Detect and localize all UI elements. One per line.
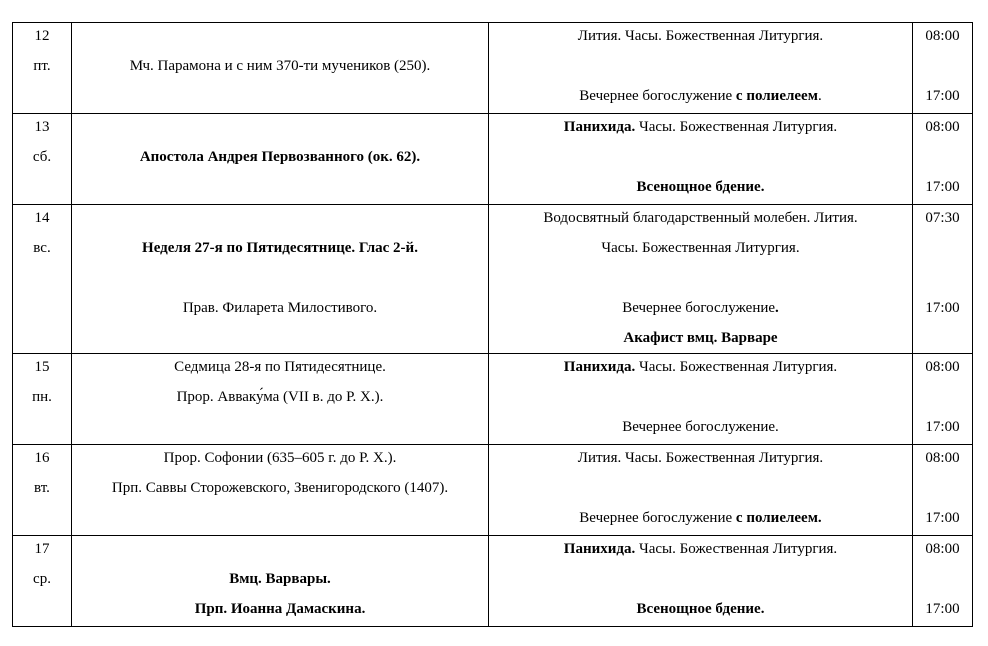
service-line [489,263,912,293]
saint-line [72,594,488,624]
service-text: Вечернее богослужение [579,88,736,104]
service-text: с полиелеем [735,88,818,104]
service-line [489,205,912,233]
saint-line [72,323,488,353]
saint-text: Прор. Софонии (635–605 г. до Р. Х.). [163,450,397,466]
service-text: Панихида. [563,359,636,375]
date-cell [13,23,72,114]
times-cell [913,205,973,354]
saint-line [72,445,488,473]
service-line [489,473,912,503]
saint-text: Мч. Парамона и с ним 370-ти мучеников (250). [129,58,431,74]
saint-line [72,293,488,323]
service-line [489,172,912,202]
date-cell [13,114,72,205]
weekday: ср. [33,571,51,587]
date-cell [13,445,72,536]
service-time [913,323,972,353]
services-cell [489,23,913,114]
weekday: сб. [32,149,52,165]
day-number: 16 [34,450,50,466]
day-number: 14 [34,210,50,226]
saint-line [72,205,488,233]
service-text: с полиелеем. [735,510,822,526]
service-text: Вечернее богослужение [622,300,776,316]
service-line [489,293,912,323]
service-text: Всенощное бдение. [636,179,765,195]
service-time [913,142,972,172]
service-time: 07:30 [925,210,960,226]
service-line [489,503,912,533]
service-time [913,473,972,503]
saint-line [72,564,488,594]
saint-line [72,382,488,412]
saint-line [72,263,488,293]
service-text: Часы. Божественная Литургия. [601,240,800,256]
weekday: пн. [32,389,52,405]
schedule-row [13,354,973,445]
saints-cell [72,354,489,445]
service-line [489,323,912,353]
service-text: Водосвятный благодарственный молебен. Лития. [543,210,858,226]
service-line [489,412,912,442]
service-line [489,23,912,51]
saint-line [72,51,488,81]
service-time [913,564,972,594]
service-line [489,382,912,412]
saint-line [72,536,488,564]
saint-text: Вмц. Варвары. [229,571,331,587]
times-cell [913,23,973,114]
times-cell [913,445,973,536]
service-text: Часы. Божественная Литургия. [635,119,838,135]
saint-text: Прор. Авваку́ма (VII в. до Р. Х.). [176,389,384,405]
service-line [489,114,912,142]
service-time [913,51,972,81]
service-text: Всенощное бдение. [636,601,765,617]
saint-line [72,23,488,51]
services-cell [489,354,913,445]
service-text: Часы. Божественная Литургия. [635,541,838,557]
saint-line [72,473,488,503]
day-number: 17 [34,541,50,557]
day-number: 15 [34,359,50,375]
service-time: 17:00 [925,88,960,104]
schedule-row [13,205,973,354]
service-text: Панихида. [563,119,636,135]
saint-line [72,142,488,172]
service-text: Вечернее богослужение. [622,419,779,435]
service-time: 08:00 [925,119,960,135]
service-time: 08:00 [925,450,960,466]
saint-text: Седмица 28-я по Пятидесятнице. [174,359,386,375]
weekday: вт. [34,480,50,496]
schedule-row [13,445,973,536]
service-text: Лития. Часы. Божественная Литургия. [577,450,824,466]
service-time [913,263,972,293]
service-time: 17:00 [925,419,960,435]
weekday: вс. [33,240,51,256]
services-cell [489,114,913,205]
service-text: Лития. Часы. Божественная Литургия. [577,28,824,44]
service-time: 08:00 [925,28,960,44]
saints-cell [72,445,489,536]
services-cell [489,536,913,627]
service-text: Часы. Божественная Литургия. [635,359,838,375]
service-time: 08:00 [925,541,960,557]
service-line [489,142,912,172]
service-time: 17:00 [925,179,960,195]
service-time [913,233,972,263]
service-line [489,445,912,473]
saint-line [72,114,488,142]
service-line [489,51,912,81]
service-line [489,233,912,263]
day-number: 12 [34,28,50,44]
service-text: Панихида. [563,541,636,557]
date-cell [13,354,72,445]
saint-line [72,172,488,202]
times-cell [913,536,973,627]
date-cell [13,536,72,627]
saint-text: Неделя 27-я по Пятидесятнице. Глас 2-й. [142,240,418,256]
service-time: 17:00 [925,300,960,316]
service-text: Акафист вмц. Варваре [623,330,778,346]
weekday: пт. [33,58,51,74]
saint-text: Апостола Андрея Первозванного (ок. 62). [139,149,421,165]
day-number: 13 [34,119,50,135]
service-line [489,354,912,382]
service-text: Вечернее богослужение [579,510,736,526]
service-time: 17:00 [925,601,960,617]
date-cell [13,205,72,354]
schedule-row [13,114,973,205]
saint-text: Прп. Саввы Сторожевского, Звенигородского (1407). [111,480,449,496]
schedule-row [13,23,973,114]
service-line [489,594,912,624]
services-cell [489,445,913,536]
saint-line [72,412,488,442]
saint-text: Прав. Филарета Милостивого. [182,300,378,316]
times-cell [913,114,973,205]
saint-text: Прп. Иоанна Дамаскина. [194,601,366,617]
service-text: . [817,88,822,104]
service-time: 08:00 [925,359,960,375]
saints-cell [72,114,489,205]
service-line [489,536,912,564]
schedule-row [13,536,973,627]
service-time [913,382,972,412]
saint-line [72,354,488,382]
service-line [489,81,912,111]
services-cell [489,205,913,354]
schedule-body [13,23,973,627]
saint-line [72,81,488,111]
service-time: 17:00 [925,510,960,526]
saint-line [72,503,488,533]
times-cell [913,354,973,445]
schedule-table [12,22,973,627]
saints-cell [72,536,489,627]
saints-cell [72,23,489,114]
service-text: . [775,300,779,316]
saint-line [72,233,488,263]
service-line [489,564,912,594]
saints-cell [72,205,489,354]
